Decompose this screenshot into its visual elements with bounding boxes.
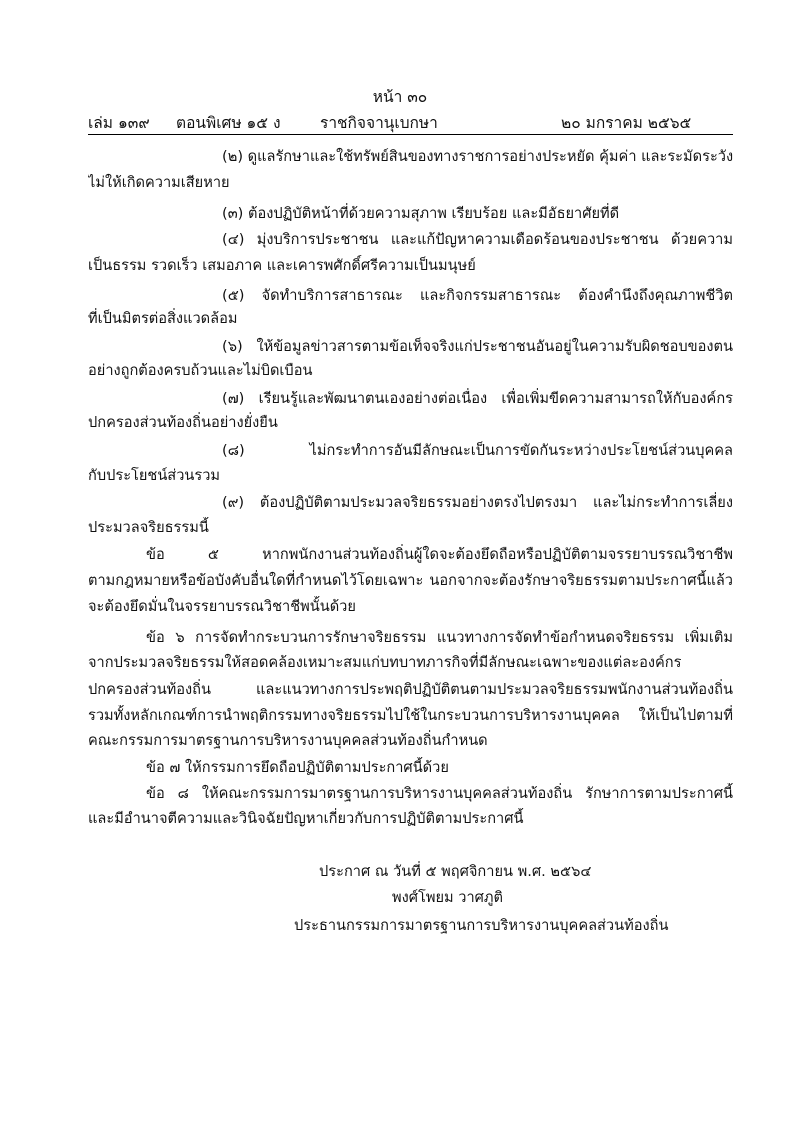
body-line: (๙) ต้องปฏิบัติตามประมวลจริยธรรมอย่างตรงไปตรงมา และไม่กระทำการเลี่ยง (222, 494, 733, 511)
gazette-header (88, 110, 733, 134)
body-line: ที่เป็นมิตรต่อสิ่งแวดล้อม (88, 310, 238, 327)
body-line: ปกครองส่วนท้องถิ่น และแนวทางการประพฤติปฏิบัติตนตามประมวลจริยธรรมพนักงานส่วนท้องถิ่น (88, 681, 733, 698)
body-line: ข้อ ๗ ให้กรรมการยึดถือปฏิบัติตามประกาศนี้ด้วย (146, 759, 449, 776)
body-line: ประมวลจริยธรรมนี้ (88, 519, 209, 536)
body-line: (๔) มุ่งบริการประชาชน และแก้ปัญหาความเดือดร้อนของประชาชน ด้วยความ (222, 231, 733, 248)
body-line: กับประโยชน์ส่วนรวม (88, 467, 221, 484)
body-line: และมีอำนาจตีความและวินิจฉัยปัญหาเกี่ยวกับการปฏิบัติตามประกาศนี้ (88, 810, 524, 827)
header-rule (88, 134, 733, 135)
body-line: (๖) ให้ข้อมูลข่าวสารตามข้อเท็จจริงแก่ประชาชนอันอยู่ในความรับผิดชอบของตน (222, 338, 733, 355)
body-line: อย่างถูกต้องครบถ้วนและไม่บิดเบือน (88, 362, 313, 379)
body-line: รวมทั้งหลักเกณฑ์การนำพฤติกรรมทางจริยธรรมไปใช้ในกระบวนการบริหารงานบุคคล ให้เป็นไปตามที่ (88, 707, 733, 724)
body-line: (๓) ต้องปฏิบัติหน้าที่ด้วยความสุภาพ เรียบร้อย และมีอัธยาศัยที่ดี (222, 205, 620, 222)
header-date: ๒๐ มกราคม ๒๕๖๕ (561, 114, 692, 132)
header-volume: เล่ม ๑๓๙ (88, 114, 150, 132)
body-line: ไม่ให้เกิดความเสียหาย (88, 174, 230, 191)
body-line: (๘) ไม่กระทำการอันมีลักษณะเป็นการขัดกันระหว่างประโยชน์ส่วนบุคคล (222, 442, 733, 459)
body-line: ปกครองส่วนท้องถิ่นอย่างยั่งยืน (88, 414, 278, 431)
body-line: ข้อ ๖ การจัดทำกระบวนการรักษาจริยธรรม แนวทางการจัดทำข้อกำหนดจริยธรรม เพิ่มเติม (146, 629, 733, 646)
page-number: หน้า ๓๐ (372, 88, 428, 106)
body-line: ข้อ ๘ ให้คณะกรรมการมาตรฐานการบริหารงานบุคคลส่วนท้องถิ่น รักษาการตามประกาศนี้ (146, 785, 733, 802)
body-line: (๒) ดูแลรักษาและใช้ทรัพย์สินของทางราชการอย่างประหยัด คุ้มค่า และระมัดระวัง (222, 148, 733, 165)
body-line: เป็นธรรม รวดเร็ว เสมอภาค และเคารพศักดิ์ศรีความเป็นมนุษย์ (88, 257, 476, 274)
body-line: คณะกรรมการมาตรฐานการบริหารงานบุคคลส่วนท้องถิ่นกำหนด (88, 732, 488, 749)
signatory-name: พงศ์โพยม วาศภูติ (392, 889, 504, 906)
body-line: (๗) เรียนรู้และพัฒนาตนเองอย่างต่อเนื่อง เพื่อเพิ่มขีดความสามารถให้กับองค์กร (222, 390, 733, 407)
body-line: ข้อ ๕ หากพนักงานส่วนท้องถิ่นผู้ใดจะต้องยึดถือหรือปฏิบัติตามจรรยาบรรณวิชาชีพ (146, 546, 733, 563)
body-line: ตามกฎหมายหรือข้อบังคับอื่นใดที่กำหนดไว้โดยเฉพาะ นอกจากจะต้องรักษาจริยธรรมตามประกาศนี้แล้ว (88, 572, 733, 589)
announcement-date: ประกาศ ณ วันที่ ๕ พฤศจิกายน พ.ศ. ๒๕๖๔ (319, 863, 592, 880)
header-gazette-name: ราชกิจจานุเบกษา (320, 114, 438, 132)
signatory-position: ประธานกรรมการมาตรฐานการบริหารงานบุคคลส่วนท้องถิ่น (294, 917, 669, 934)
body-line: จากประมวลจริยธรรมให้สอดคล้องเหมาะสมแก่บทบาทภารกิจที่มีลักษณะเฉพาะของแต่ละองค์กร (88, 654, 682, 671)
header-section: ตอนพิเศษ ๑๕ ง (176, 114, 281, 132)
body-line: จะต้องยึดมั่นในจรรยาบรรณวิชาชีพนั้นด้วย (88, 598, 356, 615)
body-line: (๕) จัดทำบริการสาธารณะ และกิจกรรมสาธารณะ ต้องคำนึงถึงคุณภาพชีวิต (222, 287, 733, 304)
